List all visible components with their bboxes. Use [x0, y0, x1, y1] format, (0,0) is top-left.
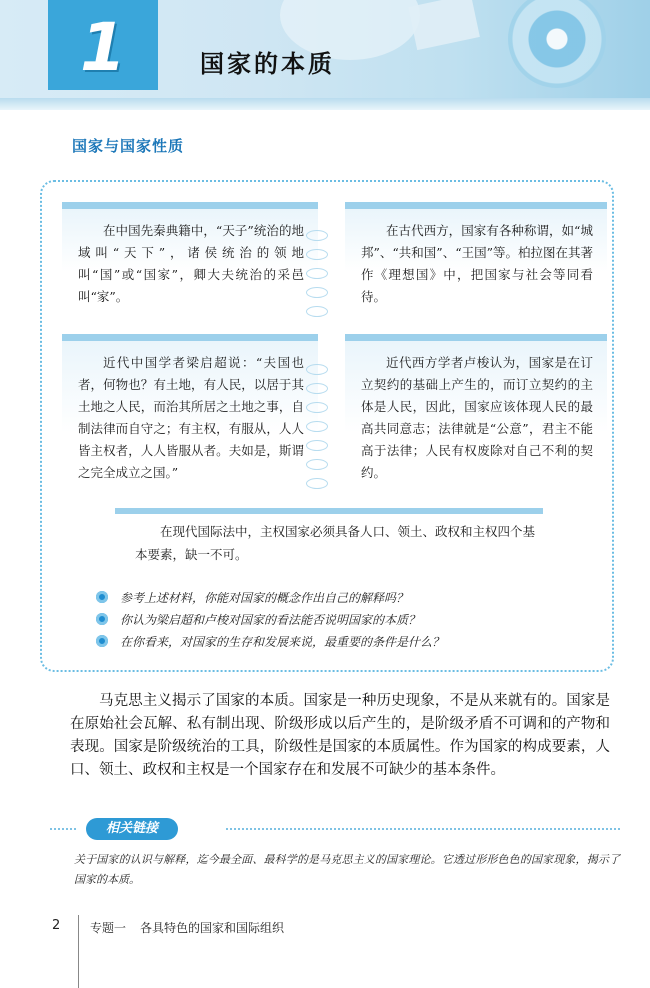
material-card-ancient-west — [345, 202, 607, 314]
body-paragraph: 马克思主义揭示了国家的本质。国家是一种历史现象，不是从来就有的。国家是在原始社会瓦解、私有制出现、阶级形成以后产生的，是阶级矛盾不可调和的产物和表现。国家是阶级统治的工具，阶级性是国家的本质属性。作为国家的构成要素，人口、领土、政权和主权是一个国家存在和发展不可缺少的基本条件。 — [70, 693, 610, 778]
binding-rings — [306, 356, 350, 489]
footer-divider — [78, 915, 79, 988]
material-text: 在中国先秦典籍中，“天子”统治的地域叫“天下”，诸侯统治的领地叫“国”或“国家”，卿大夫统治的采邑叫“家”。 — [78, 223, 304, 304]
bullet-icon — [96, 613, 108, 625]
decorative-image — [408, 0, 480, 50]
question-list — [96, 586, 576, 652]
page-number: 2 — [52, 918, 61, 933]
banner-edge — [0, 98, 650, 110]
material-card-pre-qin — [62, 202, 318, 314]
bullet-icon — [96, 591, 108, 603]
bullet-icon — [96, 635, 108, 647]
material-text: 近代西方学者卢梭认为，国家是在订立契约的基础上产生的，而订立契约的主体是人民，因此，国家应该体现人民的最高共同意志；法律就是“公意”，君主不能高于法律；人民有权废除对自己不利的契约。 — [361, 355, 593, 480]
material-text: 在古代西方，国家有各种称谓，如“城邦”、“共和国”、“王国”等。柏拉图在其著作《理想国》中，把国家与社会等同看待。 — [361, 223, 593, 304]
related-link-text: 关于国家的认识与解释，迄今最全面、最科学的是马克思主义的国家理论。它透过形形色色的国家现象，揭示了国家的本质。 — [74, 853, 620, 886]
binding-rings — [306, 222, 350, 317]
related-link-label: 相关链接 — [86, 818, 178, 840]
chapter-number: 1 — [80, 9, 126, 86]
decorative-disc-image — [508, 0, 606, 88]
material-card-liang-qichao — [62, 334, 318, 494]
topic-title: 各具特色的国家和国际组织 — [140, 921, 285, 935]
modern-law-note — [115, 508, 543, 566]
topic-number: 专题一 — [90, 921, 127, 935]
question-item: 你认为梁启超和卢梭对国家的看法能否说明国家的本质？ — [96, 608, 576, 630]
material-text: 近代中国学者梁启超说：“夫国也者，何物也？有土地，有人民，以居于其土地之人民，而治其所居之土地之事，自制法律而自守之；有主权，有服从，人人皆主权者，人人皆服从者。夫如是，斯谓之完全成立之国。” — [78, 355, 304, 480]
question-item: 在你看来，对国家的生存和发展来说，最重要的条件是什么？ — [96, 630, 576, 652]
related-link-header — [50, 818, 620, 838]
material-card-rousseau — [345, 334, 607, 494]
chapter-title: 国家的本质 — [200, 49, 335, 78]
modern-law-text: 在现代国际法中，主权国家必须具备人口、领土、政权和主权四个基本要素，缺一不可。 — [135, 524, 536, 562]
section-title: 国家与国家性质 — [72, 137, 185, 155]
footer-topic — [90, 919, 284, 936]
question-item: 参考上述材料，你能对国家的概念作出自己的解释吗？ — [96, 586, 576, 608]
